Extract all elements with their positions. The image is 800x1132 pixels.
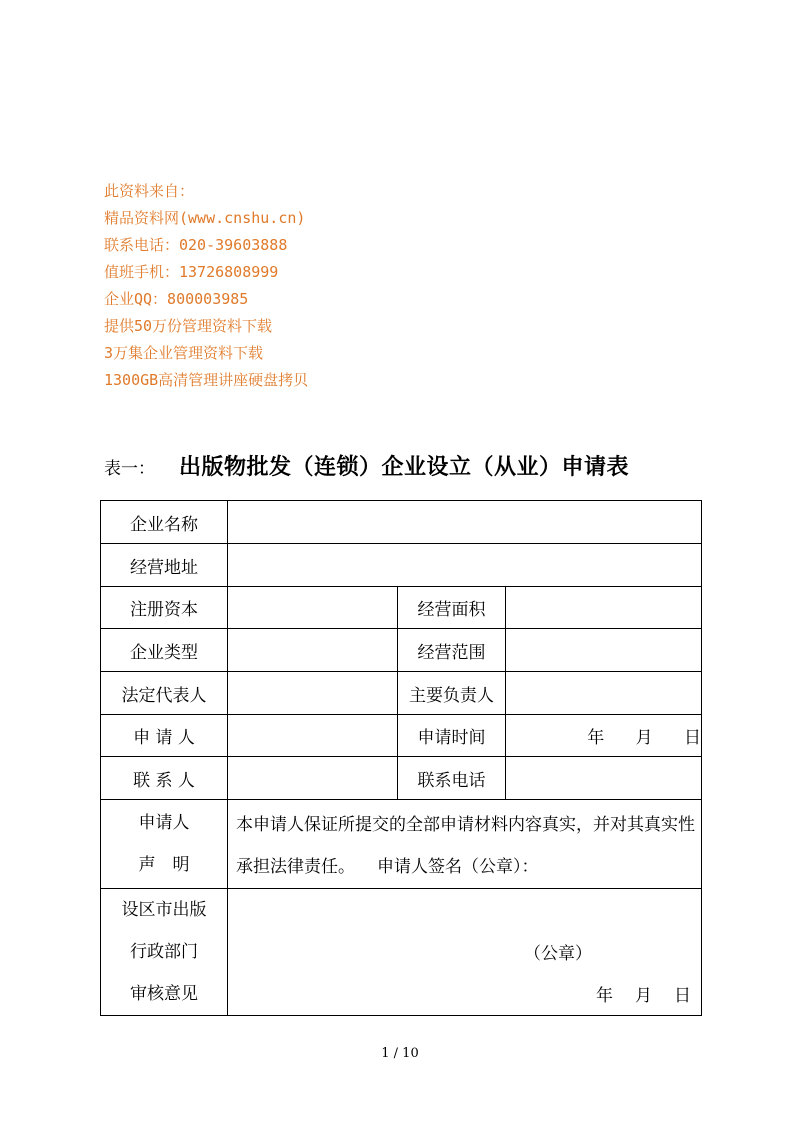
source-info-line: 企业QQ：800003985 bbox=[104, 290, 249, 308]
application-form-table bbox=[100, 500, 702, 1016]
company-type-label: 企业类型 bbox=[101, 629, 228, 672]
declaration-label bbox=[101, 800, 228, 889]
declaration-label-line: 申请人 bbox=[138, 813, 190, 833]
day-label: 日 bbox=[674, 986, 692, 1006]
applicant-label: 申 请 人 bbox=[101, 715, 228, 757]
registered-capital-label: 注册资本 bbox=[101, 587, 228, 629]
main-person-in-charge-label: 主要负责人 bbox=[398, 672, 506, 715]
year-label: 年 bbox=[587, 728, 605, 748]
table-row bbox=[101, 587, 702, 629]
table-row bbox=[101, 800, 702, 889]
source-info-line: 提供50万份管理资料下载 bbox=[104, 317, 273, 335]
approval-label bbox=[101, 889, 228, 1016]
source-info-block bbox=[104, 178, 524, 394]
official-seal-label: （公章） bbox=[524, 944, 592, 964]
source-info-line: 此资料来自： bbox=[104, 182, 195, 200]
contact-phone-label: 联系电话 bbox=[398, 757, 506, 800]
registered-capital-field[interactable] bbox=[228, 587, 398, 629]
table-row bbox=[101, 757, 702, 800]
company-name-field[interactable] bbox=[228, 501, 702, 544]
contact-person-field[interactable] bbox=[228, 757, 398, 800]
table-row bbox=[101, 889, 702, 1016]
applicant-signature-label: 申请人签名（公章）： bbox=[377, 857, 539, 877]
business-address-field[interactable] bbox=[228, 544, 702, 587]
applicant-field[interactable] bbox=[228, 715, 398, 757]
application-date-field[interactable] bbox=[506, 715, 702, 757]
business-scope-label: 经营范围 bbox=[398, 629, 506, 672]
month-label: 月 bbox=[635, 986, 653, 1006]
form-title: 出版物批发（连锁）企业设立（从业）申请表 bbox=[179, 455, 630, 480]
approval-opinion-cell[interactable] bbox=[228, 889, 702, 1016]
main-person-in-charge-field[interactable] bbox=[506, 672, 702, 715]
table-number: 表一： bbox=[104, 459, 155, 479]
table-row bbox=[101, 629, 702, 672]
business-area-label: 经营面积 bbox=[398, 587, 506, 629]
approval-label-line: 审核意见 bbox=[130, 984, 198, 1004]
form-title-row bbox=[104, 450, 629, 486]
business-address-label: 经营地址 bbox=[101, 544, 228, 587]
day-label: 日 bbox=[684, 728, 702, 748]
month-label: 月 bbox=[635, 728, 653, 748]
company-type-field[interactable] bbox=[228, 629, 398, 672]
source-info-line: 精品资料网(www.cnshu.cn) bbox=[104, 209, 306, 227]
table-row bbox=[101, 715, 702, 757]
table-row bbox=[101, 501, 702, 544]
source-info-line: 3万集企业管理资料下载 bbox=[104, 344, 264, 362]
declaration-cell[interactable] bbox=[228, 800, 702, 889]
contact-person-label: 联 系 人 bbox=[101, 757, 228, 800]
contact-phone-field[interactable] bbox=[506, 757, 702, 800]
application-time-label: 申请时间 bbox=[398, 715, 506, 757]
approval-date bbox=[574, 981, 691, 1006]
year-label: 年 bbox=[596, 986, 614, 1006]
page-number: 1 / 10 bbox=[381, 1046, 419, 1061]
declaration-text bbox=[228, 800, 701, 888]
source-info-line: 值班手机：13726808999 bbox=[104, 263, 279, 281]
approval-label-line: 设区市出版 bbox=[121, 900, 207, 920]
legal-representative-label: 法定代表人 bbox=[101, 672, 228, 715]
company-name-label: 企业名称 bbox=[101, 501, 228, 544]
business-scope-field[interactable] bbox=[506, 629, 702, 672]
source-info-line: 1300GB高清管理讲座硬盘拷贝 bbox=[104, 371, 309, 389]
legal-representative-field[interactable] bbox=[228, 672, 398, 715]
source-info-line: 联系电话：020-39603888 bbox=[104, 236, 288, 254]
business-area-field[interactable] bbox=[506, 587, 702, 629]
approval-label-line: 行政部门 bbox=[130, 942, 198, 962]
table-row bbox=[101, 672, 702, 715]
declaration-label-line: 声 明 bbox=[138, 855, 190, 875]
table-row bbox=[101, 544, 702, 587]
declaration-statement: 本申请人保证所提交的全部申请材料内容真实，并对其真实性承担法律责任。 bbox=[236, 815, 695, 877]
